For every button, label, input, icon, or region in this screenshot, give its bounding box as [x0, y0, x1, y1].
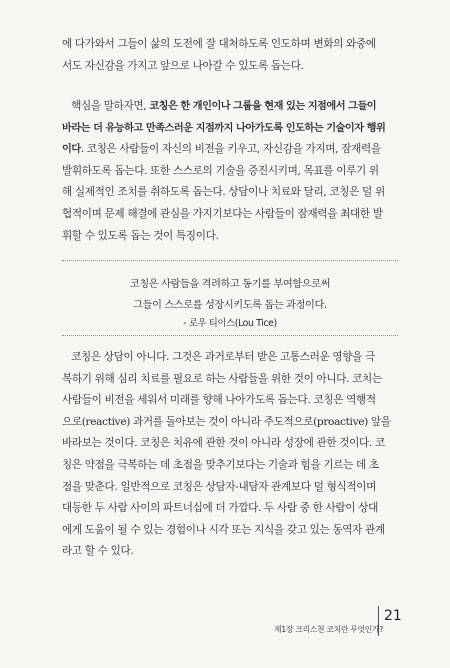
paragraph-coaching-vs-counseling [62, 347, 396, 563]
text-line: 칭은 약점을 극복하는 데 초점을 맞추기보다는 기술과 힘을 기르는 데 초 [62, 458, 379, 471]
text-line [62, 139, 396, 161]
text-line: 점을 맞춘다. 일반적으로 코칭은 상담자-내담자 관계보다 덜 형식적이며 [62, 480, 376, 493]
text-line: 서도 자신감을 가지고 앞으로 나아갈 수 있도록 돕는다. [62, 59, 304, 72]
bold-text-run: 바라는 더 유능하고 만족스러운 지점까지 나아가도록 인도하는 기술이자 행위 [62, 122, 386, 134]
bold-text-run: 이다 [62, 144, 81, 156]
text-line: 협적이며 문제 해결에 관심을 가지기보다는 사람들이 잠재력을 최대한 발 [62, 207, 383, 220]
page-number: 21 [384, 608, 402, 624]
paragraph-core-definition [62, 96, 396, 247]
text-line [62, 96, 396, 118]
text-line: 휘할 수 있도록 돕는 것이 특징이다. [62, 229, 219, 242]
chapter-title: 제1장 크리스천 코치란 무엇인가? [274, 625, 384, 634]
page-footer [266, 608, 406, 640]
text-line [62, 118, 396, 140]
bold-text-run: 코칭은 한 개인이나 그룹을 현재 있는 지점에서 그들이 [149, 101, 377, 112]
text-run: 핵심을 말하자면, [71, 100, 150, 112]
text-line: 사람들이 비전을 세워서 미래를 향해 나아가도록 돕는다. 코칭은 역행적 [62, 394, 376, 407]
quote-attribution: - 로우 티이스(Lou Tice) [183, 318, 277, 329]
quote-line: 코칭은 사람들을 격려하고 동기를 부여함으로써 [129, 279, 331, 290]
text-line [62, 347, 396, 369]
text-line: 해 실제적인 조치를 취하도록 돕는다. 상담이나 치료와 달리, 코칭은 덜 위 [62, 186, 385, 199]
text-line: 에게 도움이 될 수 있는 경험이나 시각 또는 지식을 갖고 있는 동역자 관계 [62, 523, 385, 536]
text-line: 복하기 위해 심리 치료를 필요로 하는 사람들을 위한 것이 아니다. 코치는 [62, 372, 382, 385]
text-line: 발휘하도록 돕는다. 또한 스스로의 기술을 증진시키며, 목표를 이루기 위 [62, 164, 379, 177]
pull-quote [62, 260, 398, 336]
text-line: 에 다가와서 그들이 삶의 도전에 잘 대처하도록 인도하며 변화의 와중에 [62, 38, 376, 50]
paragraph-intro [62, 34, 396, 77]
text-line: 으로(reactive) 과거를 돌아보는 것이 아니라 주도적으로(proactive) 앞을 [62, 415, 391, 428]
text-line: 바라보는 것이다. 코칭은 치유에 관한 것이 아니라 성장에 관한 것이다. 코 [62, 437, 385, 450]
text-line: 라고 할 수 있다. [62, 545, 134, 558]
quote-line: 그들이 스스로를 성장시키도록 돕는 과정이다. [133, 300, 327, 311]
text-run: . 코칭은 사람들이 자신의 비전을 키우고, 자신감을 가지며, 잠재력을 [80, 143, 381, 156]
text-run: 코칭은 상담이 아니다. 그것은 과거로부터 받은 고통스러운 영향을 극 [71, 351, 375, 363]
text-line: 대등한 두 사람 사이의 파트너십에 더 가깝다. 두 사람 중 한 사람이 상대 [62, 502, 378, 515]
